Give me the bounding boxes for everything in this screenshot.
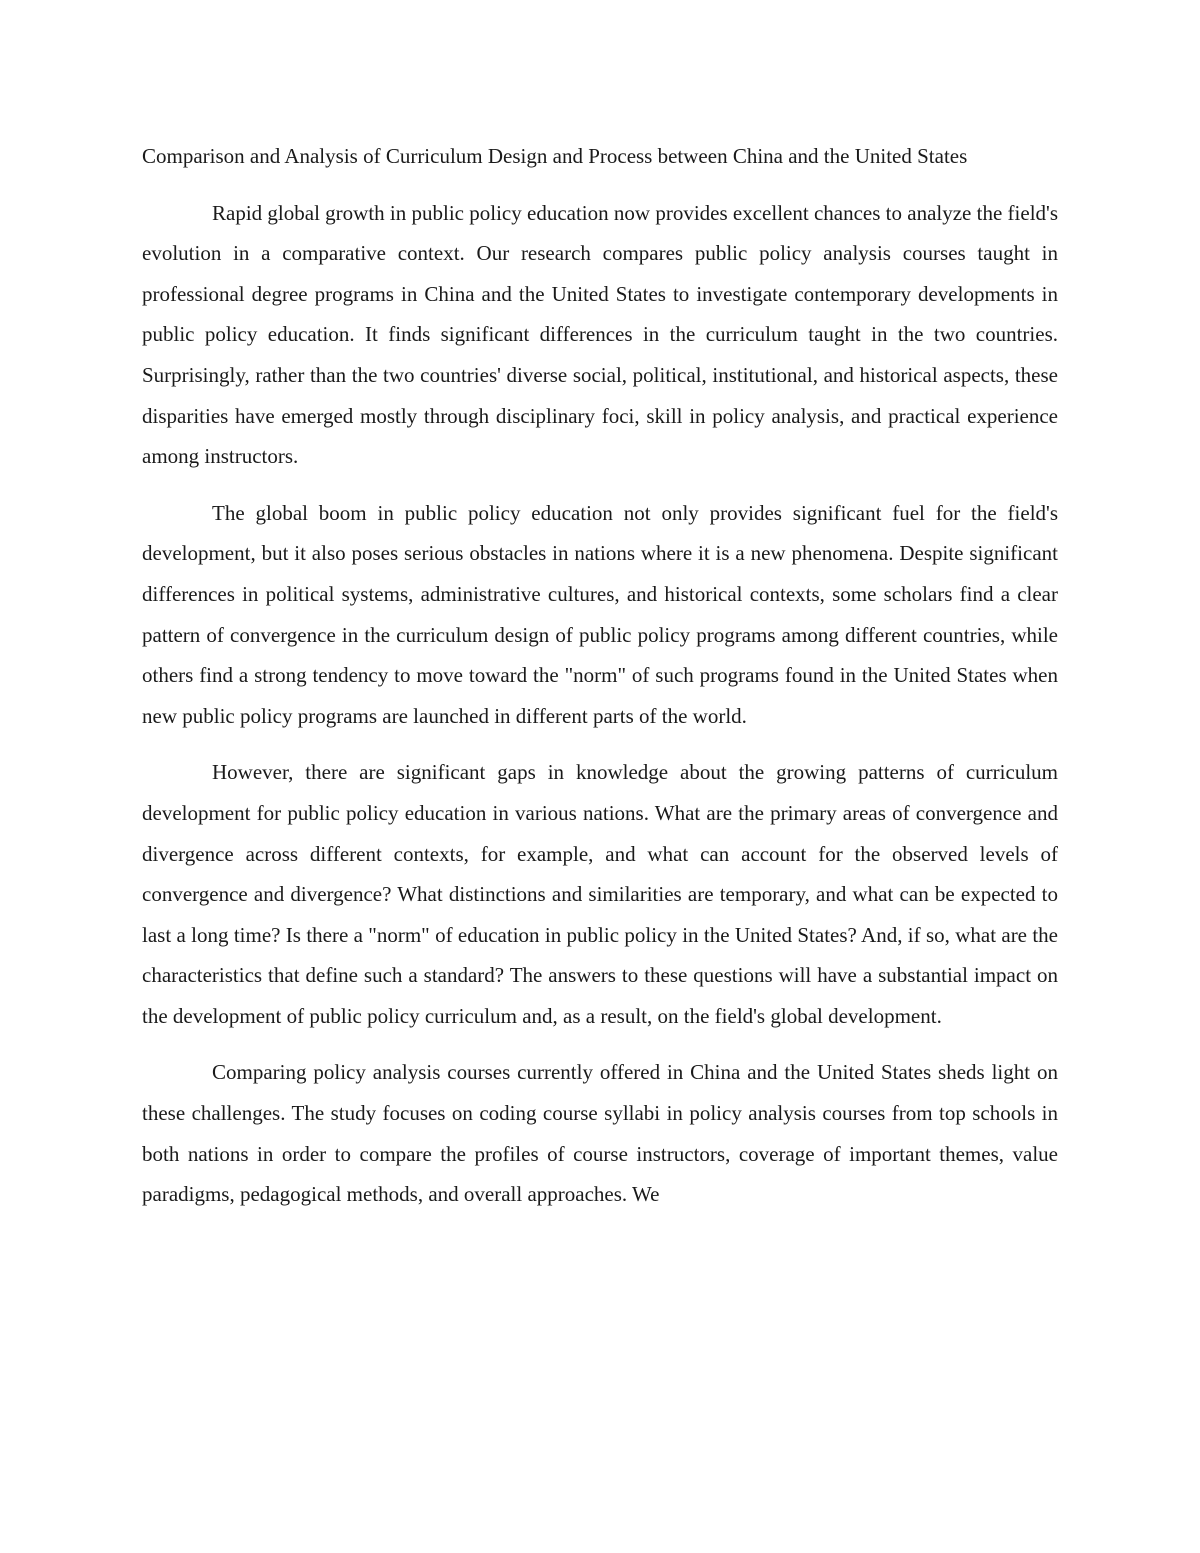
paragraph-4: Comparing policy analysis courses currently offered in China and the United States sheds light on these challenges. The study focuses on coding course syllabi in policy analysis courses from top schools in both nations in order to compare the profiles of course instructors, coverage of important themes, value paradigms, pedagogical methods, and overall approaches. We: [142, 1060, 1058, 1207]
paragraph-2: The global boom in public policy education not only provides significant fuel for the field's development, but it also poses serious obstacles in nations where it is a new phenomena. Despite significant differences in political systems, administrative cultures, and historical contexts, some scholars find a clear pattern of convergence in the curriculum design of public policy programs among different countries, while others find a strong tendency to move toward the "norm" of such programs found in the United States when new public policy programs are launched in different parts of the world.: [142, 500, 1058, 728]
document-page: [142, 136, 1058, 1215]
paragraph-1: Rapid global growth in public policy education now provides excellent chances to analyze the field's evolution in a comparative context. Our research compares public policy analysis courses taught in professional degree programs in China and the United States to investigate contemporary developments in public policy education. It finds significant differences in the curriculum taught in the two countries. Surprisingly, rather than the two countries' diverse social, political, institutional, and historical aspects, these disparities have emerged mostly through disciplinary foci, skill in policy analysis, and practical experience among instructors.: [142, 200, 1058, 469]
paragraph-3: However, there are significant gaps in knowledge about the growing patterns of curriculum development for public policy education in various nations. What are the primary areas of convergence and divergence across different contexts, for example, and what can account for the observed levels of convergence and divergence? What distinctions and similarities are temporary, and what can be expected to last a long time? Is there a "norm" of education in public policy in the United States? And, if so, what are the characteristics that define such a standard? The answers to these questions will have a substantial impact on the development of public policy curriculum and, as a result, on the field's global development.: [142, 760, 1058, 1028]
document-title: Comparison and Analysis of Curriculum Design and Process between China and the United States: [142, 144, 968, 168]
